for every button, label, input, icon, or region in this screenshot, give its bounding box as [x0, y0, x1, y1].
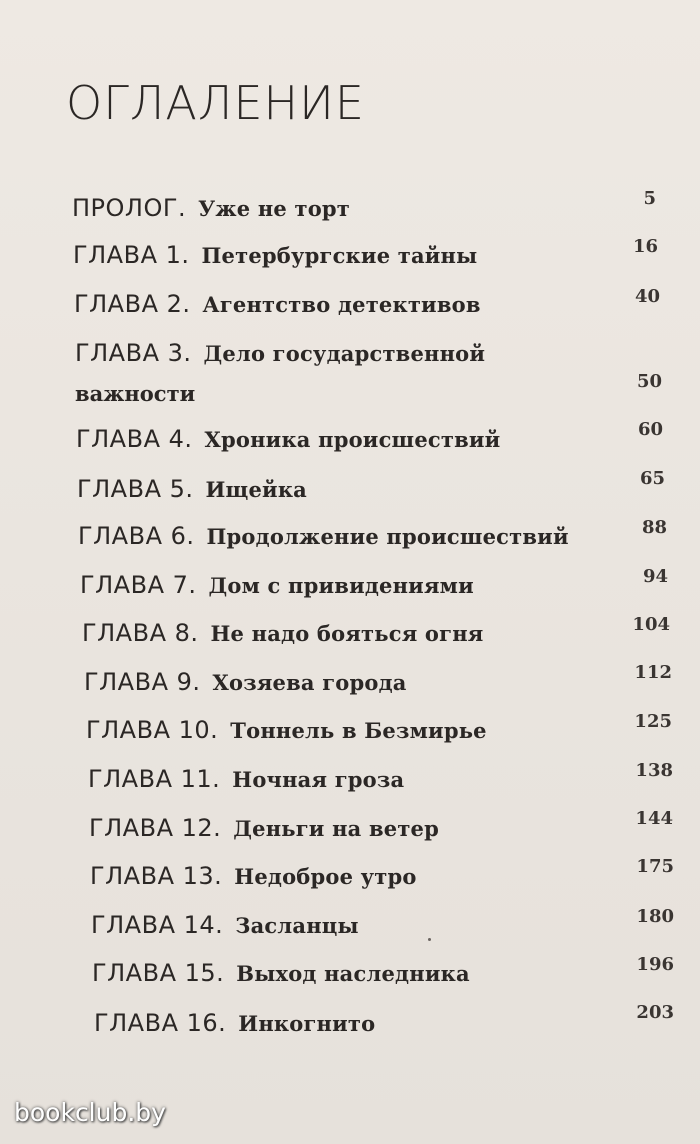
toc-entry-chapter-6 — [78, 522, 569, 550]
chapter-label: ПРОЛОГ. — [72, 194, 187, 222]
page-number: 125 — [634, 711, 672, 732]
chapter-label: ГЛАВА 1. — [73, 241, 190, 269]
chapter-label: ГЛАВА 13. — [90, 862, 223, 890]
toc-entry-chapter-1 — [73, 241, 477, 269]
chapter-title: Ночная гроза — [232, 767, 405, 792]
page-number: 60 — [637, 419, 663, 440]
toc-entry-chapter-4 — [76, 425, 500, 453]
chapter-title: Хозяева города — [212, 670, 407, 695]
chapter-title: Ищейка — [205, 477, 307, 502]
chapter-label: ГЛАВА 8. — [82, 619, 199, 647]
chapter-title: Уже не торт — [198, 196, 351, 221]
toc-entry-chapter-10 — [86, 716, 487, 744]
toc-entry-chapter-7 — [80, 571, 474, 599]
chapter-label: ГЛАВА 11. — [88, 765, 221, 793]
toc-entry-chapter-5 — [77, 475, 307, 503]
chapter-label: ГЛАВА 9. — [84, 668, 201, 696]
page-number: 88 — [641, 517, 667, 538]
chapter-label: ГЛАВА 2. — [74, 290, 191, 318]
page-number: 5 — [643, 188, 656, 209]
chapter-title: Недоброе утро — [234, 864, 417, 889]
page-number: 144 — [635, 808, 673, 829]
chapter-title: Хроника происшествий — [204, 427, 501, 452]
page-number: 40 — [634, 286, 660, 307]
toc-entry-chapter-3 — [75, 339, 485, 367]
chapter-title: Дом с привидениями — [208, 573, 474, 598]
toc-entry-chapter-16 — [94, 1009, 375, 1037]
chapter-label: ГЛАВА 14. — [91, 911, 224, 939]
page-number: 196 — [636, 954, 674, 975]
toc-entry-chapter-9 — [84, 668, 407, 696]
chapter-label: ГЛАВА 10. — [86, 716, 219, 744]
toc-entry-chapter-14 — [91, 911, 359, 939]
page-number: 65 — [639, 468, 665, 489]
chapter-title: Петербургские тайны — [201, 243, 478, 268]
chapter-label: ГЛАВА 16. — [94, 1009, 227, 1037]
chapter-label: ГЛАВА 3. — [75, 339, 192, 367]
page-number: 104 — [632, 614, 670, 635]
page-number: 112 — [634, 662, 672, 683]
chapter-label: ГЛАВА 6. — [78, 522, 195, 550]
chapter-title: Агентство детективов — [202, 292, 481, 317]
paper-speck — [428, 938, 431, 941]
page-number: 16 — [632, 236, 658, 257]
chapter-title: Дело государственной — [203, 341, 486, 366]
chapter-title: Не надо бояться огня — [210, 621, 484, 646]
chapter-title: Засланцы — [235, 913, 359, 938]
toc-entry-chapter-12 — [89, 814, 439, 842]
page-title: ОГЛАЛЕНИЕ — [66, 76, 365, 130]
chapter-title: Инкогнито — [238, 1011, 376, 1036]
toc-entry-chapter-11 — [88, 765, 404, 793]
chapter-label: ГЛАВА 15. — [92, 959, 225, 987]
toc-entry-prologue — [72, 194, 350, 222]
site-watermark: bookclub.by — [14, 1098, 166, 1127]
page-number: 175 — [636, 856, 674, 877]
chapter-title: Деньги на ветер — [233, 816, 439, 841]
chapter-label: ГЛАВА 12. — [89, 814, 222, 842]
page-number: 138 — [635, 760, 673, 781]
chapter-label: ГЛАВА 5. — [77, 475, 194, 503]
toc-entry-chapter-2 — [74, 290, 481, 318]
chapter-label: ГЛАВА 4. — [76, 425, 193, 453]
page-number: 50 — [636, 371, 662, 392]
page-number: 203 — [636, 1002, 674, 1023]
toc-entry-chapter-8 — [82, 619, 484, 647]
chapter-label: ГЛАВА 7. — [80, 571, 197, 599]
chapter-title: Выход наследника — [236, 961, 470, 986]
chapter-title: Продолжение происшествий — [206, 524, 569, 549]
chapter-title: Тоннель в Безмирье — [230, 718, 487, 743]
toc-entry-chapter-15 — [92, 959, 470, 987]
chapter-title-continuation: важности — [75, 381, 196, 406]
page-number: 94 — [642, 566, 668, 587]
toc-entry-chapter-13 — [90, 862, 417, 890]
page-number: 180 — [636, 906, 674, 927]
